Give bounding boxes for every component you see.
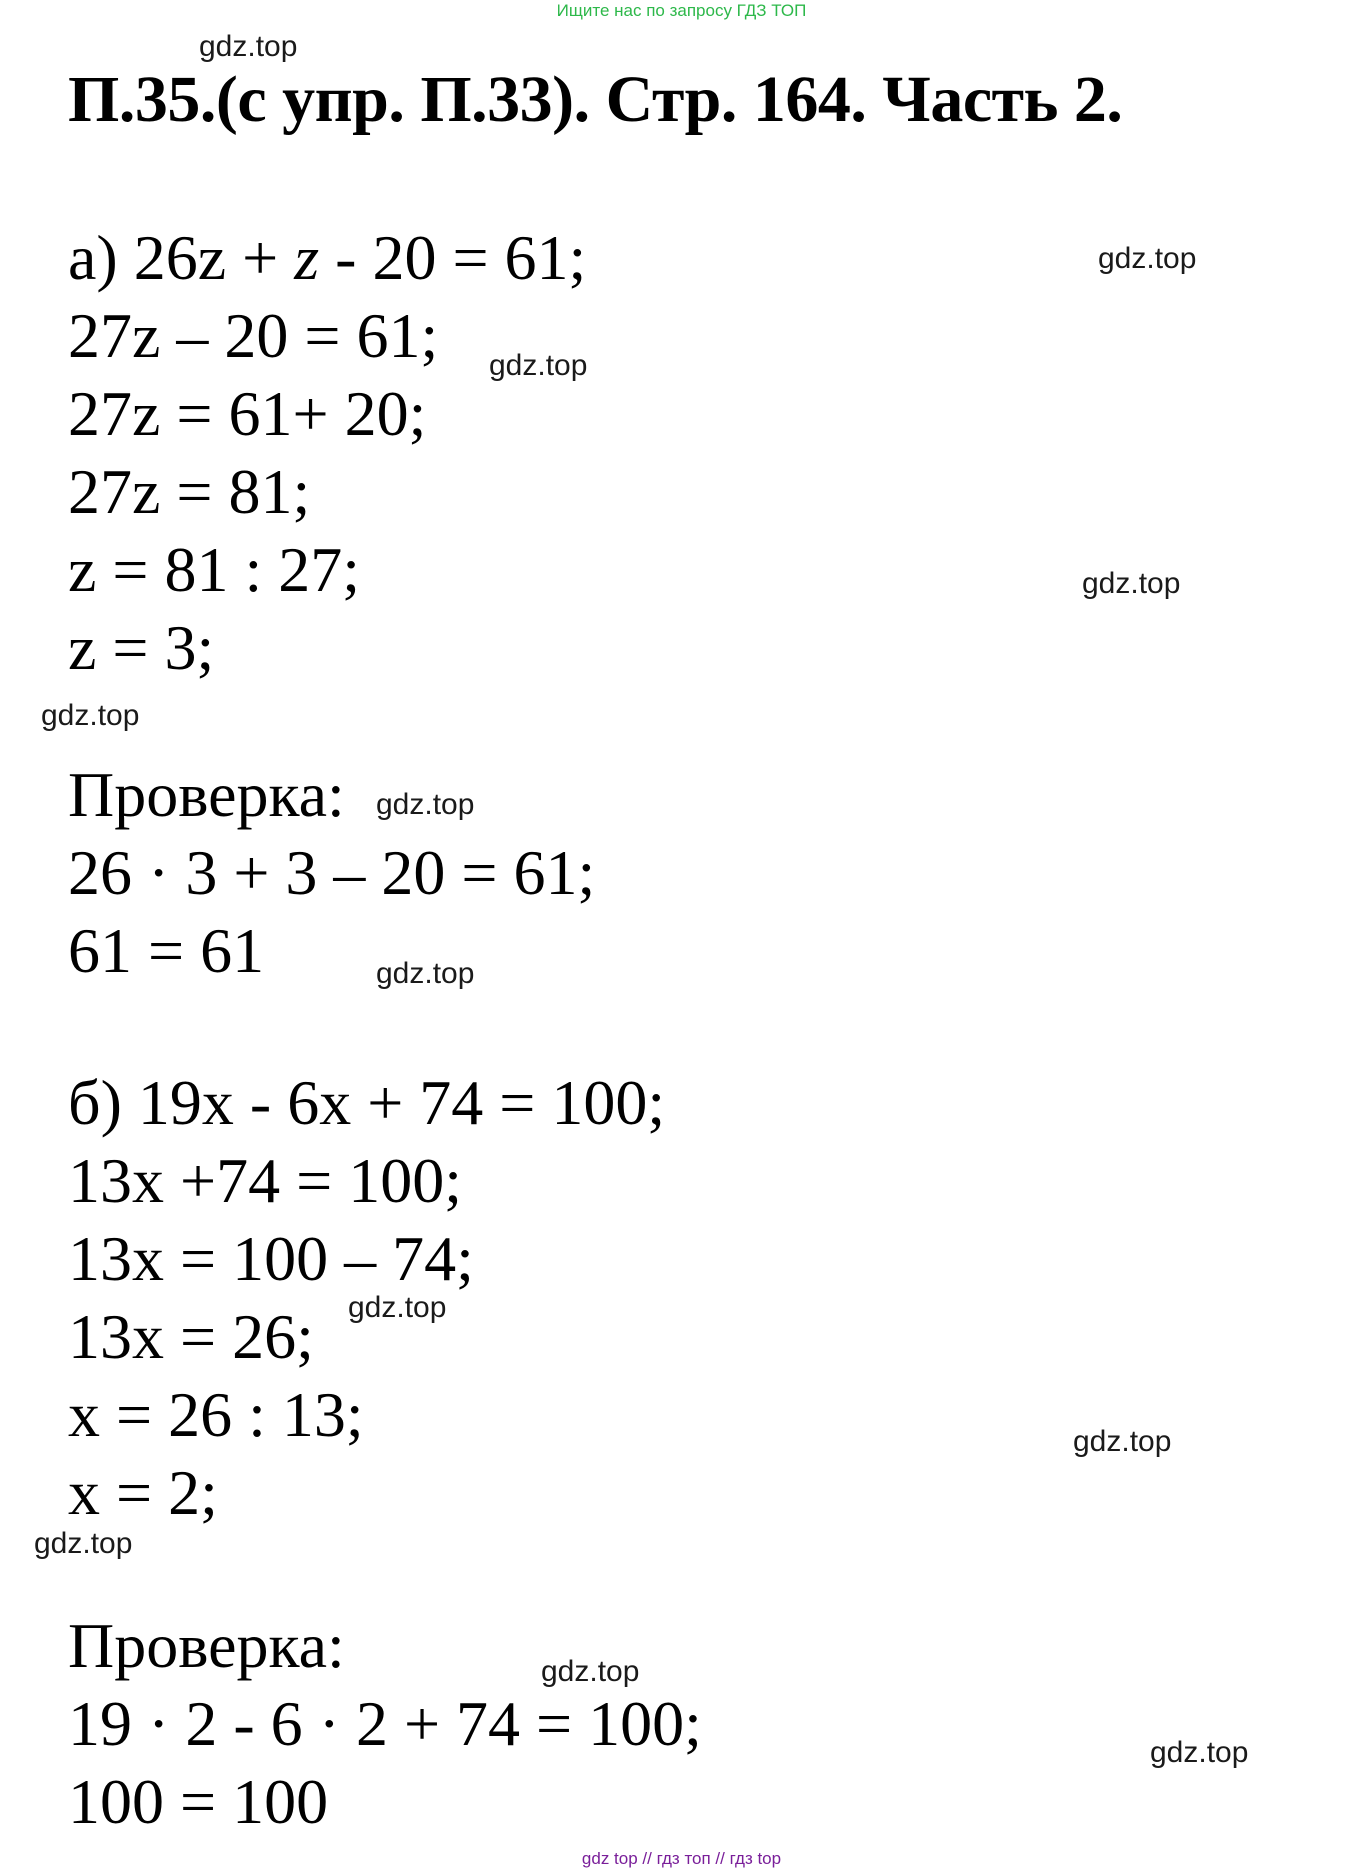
watermark: gdz.top <box>348 1291 447 1324</box>
watermark: gdz.top <box>541 1655 640 1688</box>
part-b-step-4: x = 26 : 13; <box>68 1379 364 1450</box>
part-a-equation: а) 26z + z - 20 = 61; <box>68 222 587 293</box>
part-a-check-line-1: 26 · 3 + 3 – 20 = 61; <box>68 837 596 908</box>
part-a-check-line-2: 61 = 61 <box>68 915 265 986</box>
part-b-step-3: 13x = 26; <box>68 1301 314 1372</box>
part-a-check-label: Проверка: <box>68 759 345 830</box>
part-b-check-line-1: 19 · 2 - 6 · 2 + 74 = 100; <box>68 1688 702 1759</box>
top-banner[interactable]: Ищите нас по запросу ГДЗ ТОП <box>556 1 807 20</box>
watermark: gdz.top <box>376 957 475 990</box>
watermark: gdz.top <box>376 788 475 821</box>
part-a-variable: z <box>294 222 320 293</box>
watermark: gdz.top <box>1098 242 1197 275</box>
part-b-check-line-2: 100 = 100 <box>68 1766 329 1837</box>
part-a-step-4: z = 81 : 27; <box>68 534 361 605</box>
part-b-step-1: 13x +74 = 100; <box>68 1145 462 1216</box>
footer-links[interactable]: gdz top // гдз топ // гдз top <box>581 1849 782 1868</box>
part-a-step-1: 27z – 20 = 61; <box>68 300 439 371</box>
watermark: gdz.top <box>1073 1425 1172 1458</box>
part-b-step-2: 13x = 100 – 74; <box>68 1223 474 1294</box>
part-b-check-label: Проверка: <box>68 1610 345 1681</box>
watermark: gdz.top <box>34 1527 133 1560</box>
part-a-step-2: 27z = 61+ 20; <box>68 378 427 449</box>
watermark: gdz.top <box>199 30 298 63</box>
watermark: gdz.top <box>1082 567 1181 600</box>
watermark: gdz.top <box>489 349 588 382</box>
part-b-step-5: x = 2; <box>68 1457 218 1528</box>
part-a-step-3: 27z = 81; <box>68 456 311 527</box>
page-title: П.35.(с упр. П.33). Стр. 164. Часть 2. <box>68 63 1123 136</box>
watermark: gdz.top <box>1150 1736 1249 1769</box>
part-a-step-5: z = 3; <box>68 612 215 683</box>
part-b-equation: б) 19x - 6x + 74 = 100; <box>68 1067 666 1138</box>
watermark: gdz.top <box>41 699 140 732</box>
